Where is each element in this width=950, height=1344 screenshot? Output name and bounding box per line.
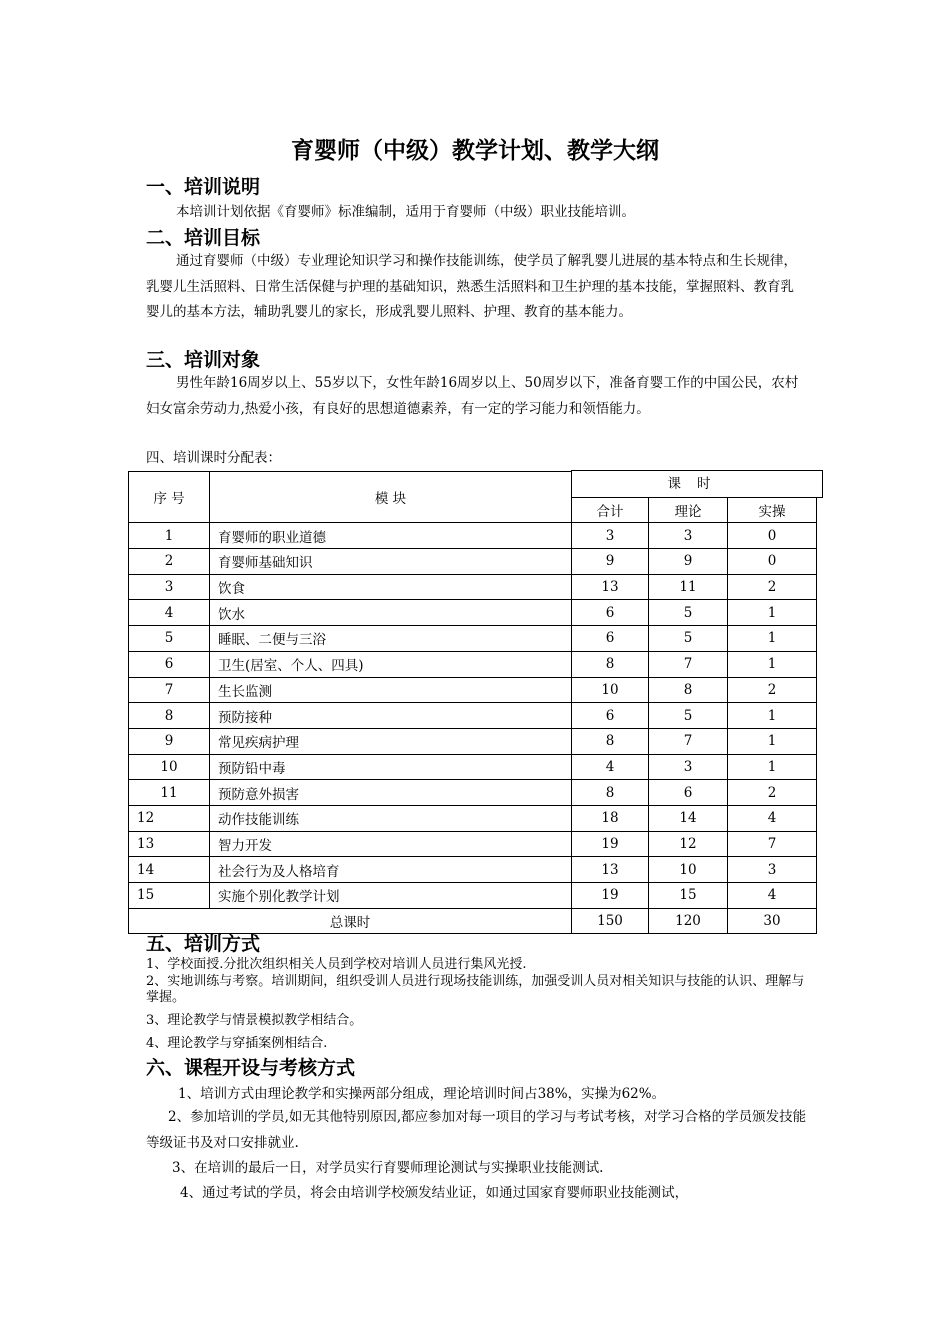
row-module: 实施个别化教学计划 [210,883,572,909]
row-practice: 1 [728,651,817,677]
row-no: 12 [129,805,210,831]
row-total: 19 [572,831,649,857]
row-theory: 8 [649,677,728,703]
header-theory: 理论 [649,497,728,523]
row-module: 育婴师的职业道德 [210,523,572,549]
row-module: 社会行为及人格培育 [210,857,572,883]
row-module: 动作技能训练 [210,805,572,831]
footer-theory: 120 [649,908,728,934]
section-heading-training-goals: 二、培训目标 [146,227,261,249]
row-total: 19 [572,883,649,909]
training-method-item: 4、理论教学与穿插案例相结合. [146,1036,328,1051]
assessment-item: 4、通过考试的学员，将会由培训学校颁发结业证，如通过国家育婴师职业技能测试， [180,1185,689,1201]
row-practice: 2 [728,574,817,600]
training-description-text: 本培训计划依据《育婴师》标准编制，适用于育婴师（中级）职业技能培训。 [176,204,635,220]
section-heading-training-target: 三、培训对象 [146,349,261,371]
row-theory: 5 [649,703,728,729]
row-module: 育婴师基础知识 [210,549,572,575]
header-no: 序 号 [129,472,210,523]
row-practice: 2 [728,780,817,806]
footer-practice: 30 [728,908,817,934]
section-heading-training-description: 一、培训说明 [146,176,261,198]
row-no: 15 [129,883,210,909]
section-heading-training-methods: 五、培训方式 [146,933,261,955]
row-no: 8 [129,703,210,729]
page-title: 育婴师（中级）教学计划、教学大纲 [291,138,659,164]
row-no: 9 [129,728,210,754]
row-practice: 3 [728,857,817,883]
row-module: 预防意外损害 [210,780,572,806]
row-theory: 15 [649,883,728,909]
row-theory: 14 [649,805,728,831]
row-no: 2 [129,549,210,575]
row-theory: 3 [649,523,728,549]
row-theory: 11 [649,574,728,600]
row-theory: 7 [649,728,728,754]
table-row [129,626,817,652]
training-method-item: 1、学校面授.分批次组织相关人员到学校对培训人员进行集风光授. [146,957,527,972]
table-row [129,703,817,729]
row-module: 预防接种 [210,703,572,729]
row-no: 11 [129,780,210,806]
table-row [129,831,817,857]
row-module: 饮水 [210,600,572,626]
row-total: 6 [572,703,649,729]
row-theory: 9 [649,549,728,575]
table-row [129,600,817,626]
row-practice: 0 [728,523,817,549]
row-no: 10 [129,754,210,780]
row-total: 8 [572,728,649,754]
row-total: 3 [572,523,649,549]
table-row [129,574,817,600]
training-method-item: 2、实地训练与考察。培训期间，组织受训人员进行现场技能训练，加强受训人员对相关知识与技能的认识、理解与掌握。 [146,974,805,1005]
row-practice: 0 [728,549,817,575]
row-theory: 6 [649,780,728,806]
header-practice: 实操 [728,497,817,523]
row-theory: 10 [649,857,728,883]
row-theory: 5 [649,626,728,652]
row-no: 7 [129,677,210,703]
footer-total: 150 [572,908,649,934]
row-practice: 1 [728,728,817,754]
row-total: 4 [572,754,649,780]
header-keshi: 课时 [571,470,823,498]
table-footer-row [129,908,817,934]
row-total: 6 [572,626,649,652]
row-no: 14 [129,857,210,883]
row-practice: 4 [728,883,817,909]
table-row [129,523,817,549]
footer-label: 总课时 [129,908,572,934]
row-practice: 1 [728,703,817,729]
row-module: 预防铅中毒 [210,754,572,780]
training-goals-text: 通过育婴师（中级）专业理论知识学习和操作技能训练，使学员了解乳婴儿进展的基本特点和生长规律，乳婴儿生活照料、日常生活保健与护理的基础知识，熟悉生活照料和卫生护理的基本技能，掌握照料、教育乳婴儿的基本方法，辅助乳婴儿的家长，形成乳婴儿照料、护理、教育的基本能力。 [146,253,797,320]
table-row [129,857,817,883]
row-module: 生长监测 [210,677,572,703]
row-practice: 2 [728,677,817,703]
row-theory: 7 [649,651,728,677]
row-no: 3 [129,574,210,600]
row-no: 1 [129,523,210,549]
row-theory: 3 [649,754,728,780]
hours-table [128,471,817,934]
header-total: 合计 [572,497,649,523]
row-module: 睡眠、二便与三浴 [210,626,572,652]
row-total: 10 [572,677,649,703]
section-heading-courses-assessment: 六、课程开设与考核方式 [146,1057,356,1079]
row-total: 6 [572,600,649,626]
row-theory: 5 [649,600,728,626]
training-method-item: 3、理论教学与情景模拟教学相结合。 [146,1013,363,1028]
row-practice: 7 [728,831,817,857]
assessment-item: 1、培训方式由理论教学和实操两部分组成，理论培训时间占38%，实操为62%。 [178,1086,666,1102]
row-theory: 12 [649,831,728,857]
assessment-item: 3、在培训的最后一日，对学员实行育婴师理论测试与实操职业技能测试. [172,1160,604,1176]
assessment-item: 2、参加培训的学员,如无其他特别原因,都应参加对每一项目的学习与考试考核，对学习合格的学员颁发技能等级证书及对口安排就业. [146,1109,807,1151]
table-row [129,651,817,677]
row-module: 卫生(居室、个人、四具) [210,651,572,677]
header-module: 模 块 [210,472,572,523]
row-total: 9 [572,549,649,575]
table-row [129,728,817,754]
row-total: 13 [572,574,649,600]
row-total: 8 [572,651,649,677]
row-module: 智力开发 [210,831,572,857]
table-row [129,780,817,806]
row-total: 18 [572,805,649,831]
table-row [129,805,817,831]
row-no: 5 [129,626,210,652]
training-target-text: 男性年龄16周岁以上、55岁以下，女性年龄16周岁以上、50周岁以下，准备育婴工作的中国公民，农村妇女富余劳动力,热爱小孩，有良好的思想道德素养，有一定的学习能力和领悟能力。 [146,375,799,417]
row-no: 6 [129,651,210,677]
row-no: 13 [129,831,210,857]
row-practice: 1 [728,600,817,626]
row-total: 13 [572,857,649,883]
row-practice: 1 [728,754,817,780]
row-practice: 1 [728,626,817,652]
table-row [129,883,817,909]
row-no: 4 [129,600,210,626]
row-module: 常见疾病护理 [210,728,572,754]
row-practice: 4 [728,805,817,831]
row-module: 饮食 [210,574,572,600]
table-row [129,677,817,703]
table-row [129,754,817,780]
row-total: 8 [572,780,649,806]
table-row [129,549,817,575]
hours-table-caption: 四、培训课时分配表： [146,450,281,466]
